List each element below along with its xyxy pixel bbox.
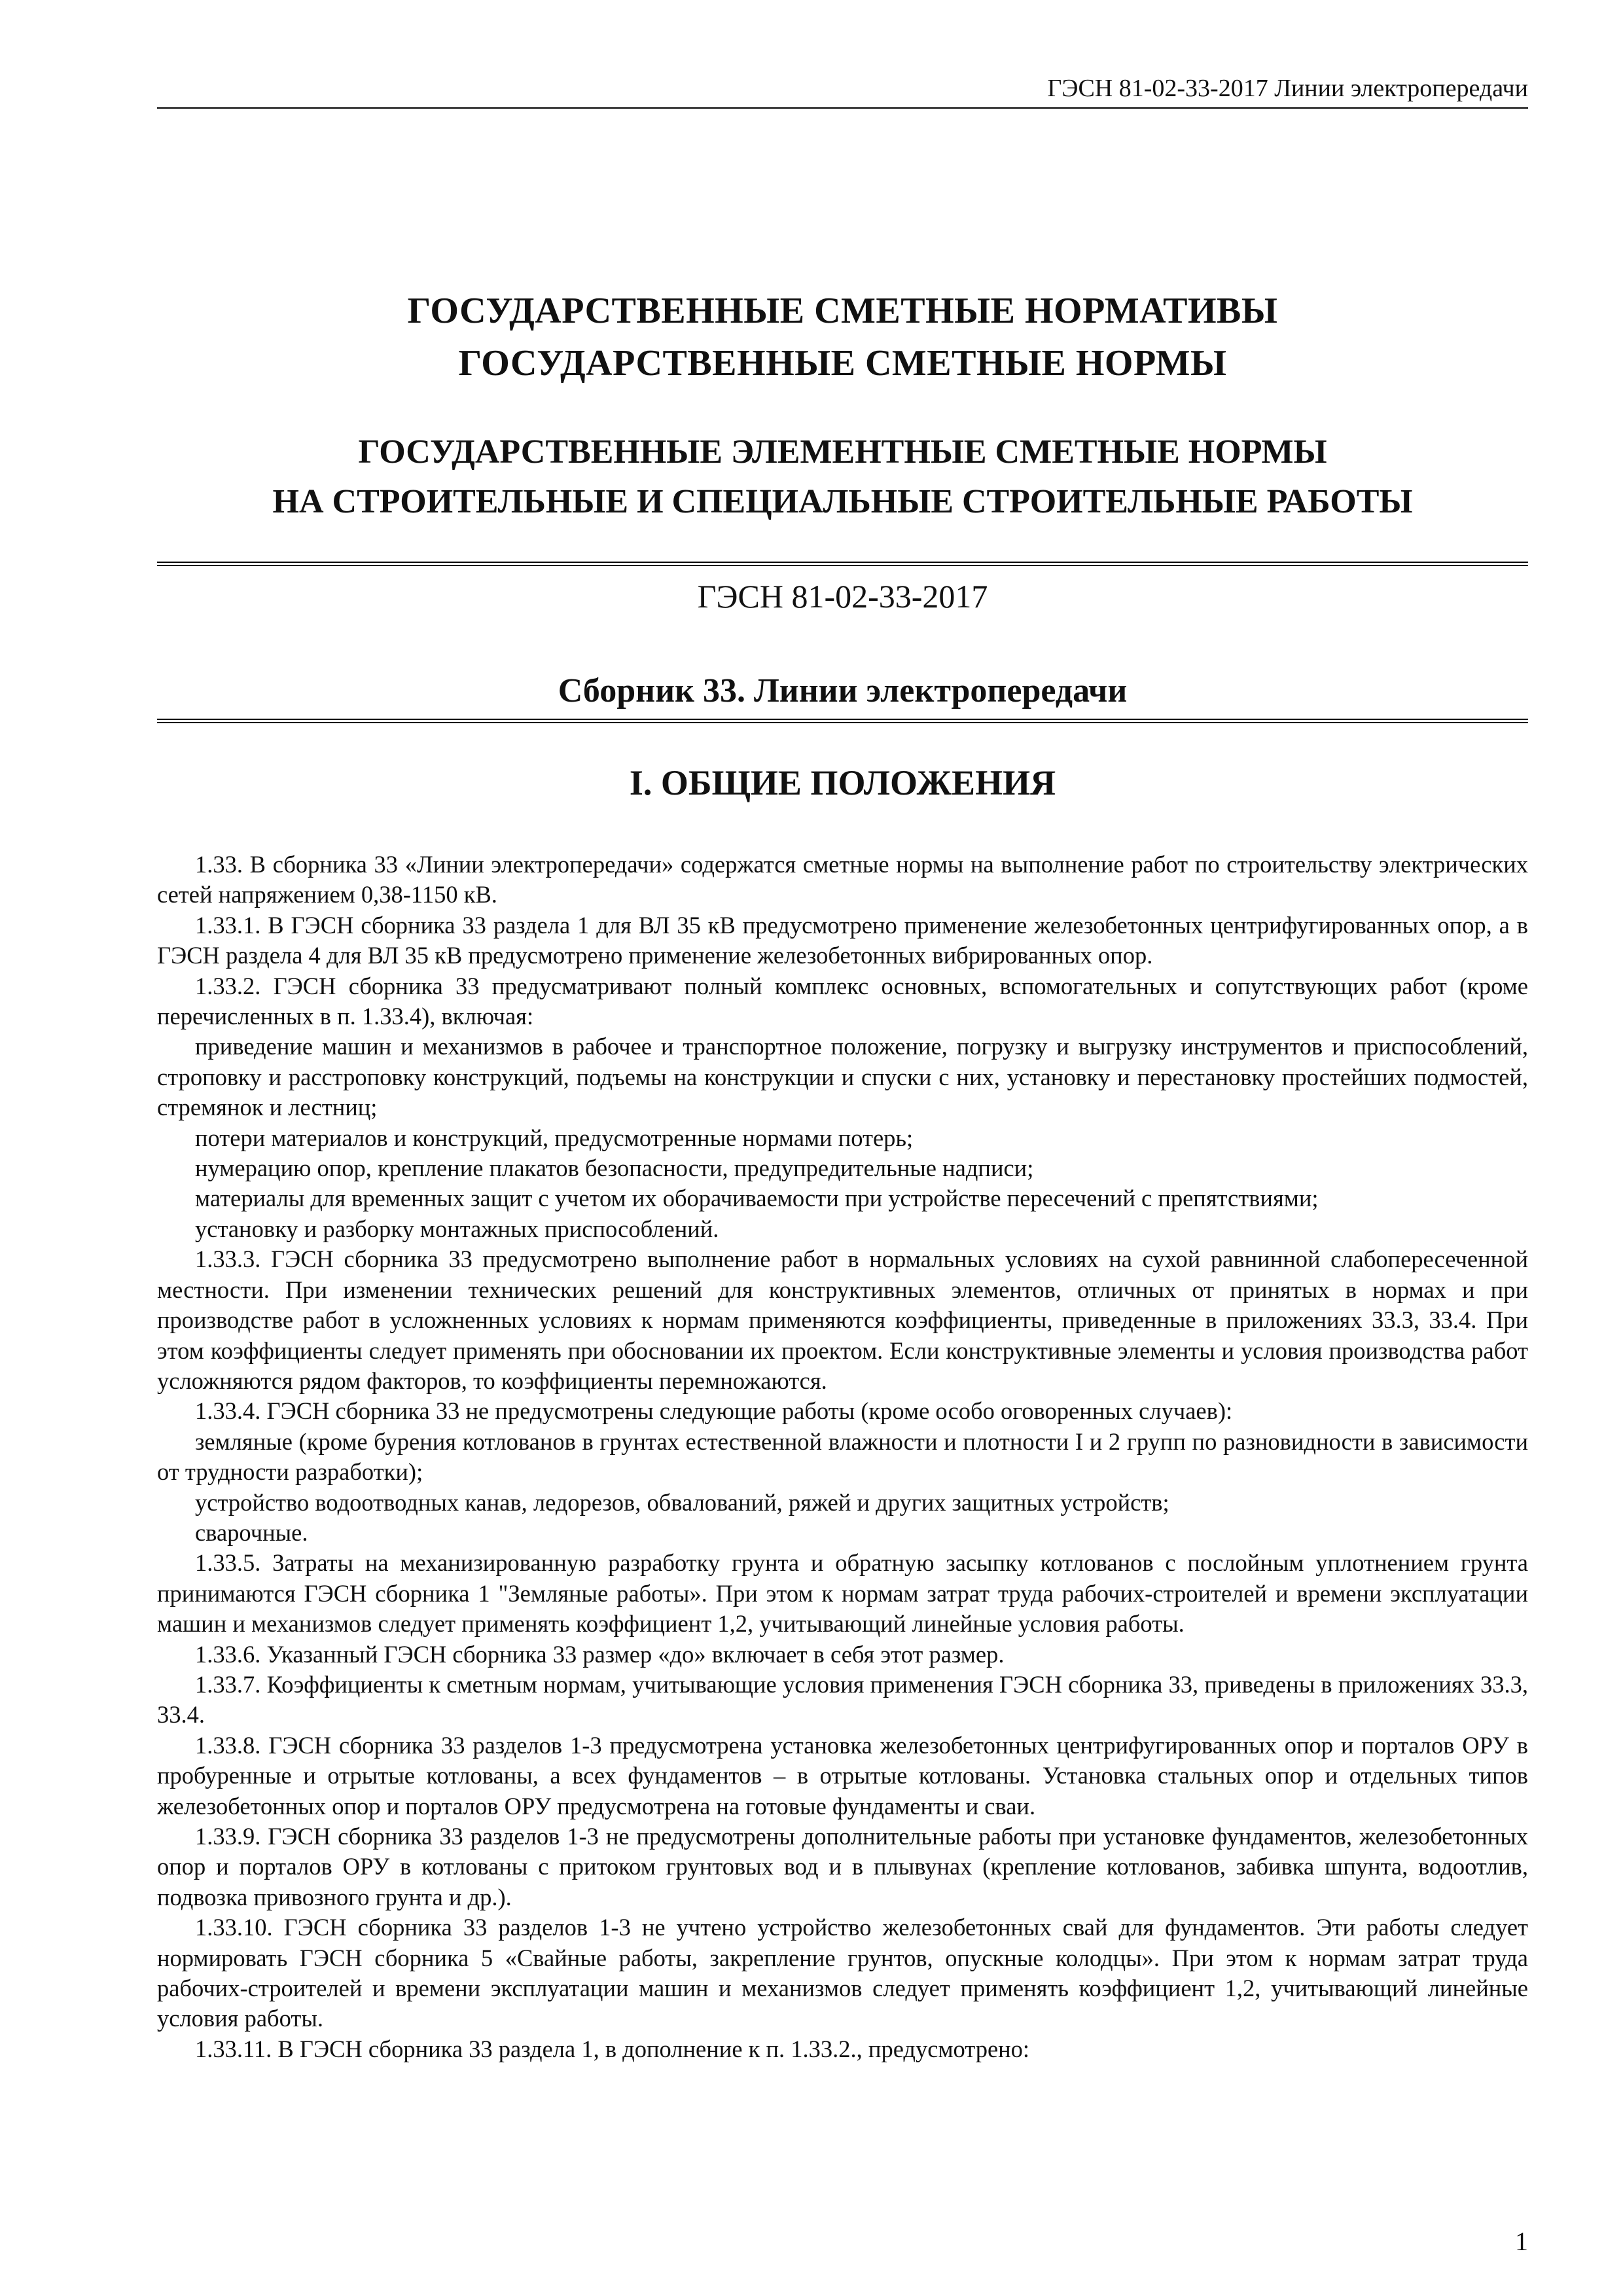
paragraph: устройство водоотводных канав, ледорезов, обвалований, ряжей и других защитных устройств; [195, 1488, 1169, 1516]
paragraph: 1.33.1. В ГЭСН сборника 33 раздела 1 для ВЛ 35 кВ предусмотрено применение железобетонных центрифугированных опор, а в ГЭСН раздела 4 для ВЛ 35 кВ предусмотрено применение железобетонных вибрированных опор. [157, 911, 1528, 969]
subtitle-line-2: НА СТРОИТЕЛЬНЫЕ И СПЕЦИАЛЬНЫЕ СТРОИТЕЛЬНЫЕ РАБОТЫ [272, 483, 1413, 520]
page-number: 1 [1515, 2227, 1528, 2256]
double-rule-bottom [157, 719, 1528, 723]
document-code-band [157, 562, 1528, 627]
paragraph: нумерацию опор, крепление плакатов безопасности, предупредительные надписи; [195, 1155, 1034, 1182]
paragraph: 1.33.2. ГЭСН сборника 33 предусматривают полный комплекс основных, вспомогательных и сопутствующих работ (кроме перечисленных в п. 1.33.4), включая: [157, 972, 1528, 1030]
paragraph: 1.33.6. Указанный ГЭСН сборника 33 размер «до» включает в себя этот размер. [195, 1640, 1005, 1668]
title-block [157, 285, 1528, 527]
paragraph: 1.33.4. ГЭСН сборника 33 не предусмотрены следующие работы (кроме особо оговоренных случаев): [195, 1397, 1233, 1425]
document-code: ГЭСН 81-02-33-2017 [697, 578, 988, 615]
main-title-line-2: ГОСУДАРСТВЕННЫЕ СМЕТНЫЕ НОРМЫ [458, 343, 1227, 384]
paragraph: земляные (кроме бурения котлованов в грунтах естественной влажности и плотности I и 2 групп по разновидности в зависимости от трудности разработки); [157, 1427, 1528, 1486]
paragraph: 1.33.5. Затраты на механизированную разработку грунта и обратную засыпку котлованов с послойным уплотнением грунта принимаются ГЭСН сборника 1 "Земляные работы». При этом к нормам затрат труда рабочих-строителей и времени эксплуатации машин и механизмов следует применять коэффициент 1,2, учитывающий линейные условия работы. [157, 1549, 1528, 1638]
paragraph: материалы для временных защит с учетом их оборачиваемости при устройстве пересечений с препятствиями; [195, 1185, 1319, 1212]
paragraph: 1.33.10. ГЭСН сборника 33 разделов 1-3 не учтено устройство железобетонных свай для фундаментов. Эти работы следует нормировать ГЭСН сборника 5 «Свайные работы, закрепление грунтов, опускные колодцы». При этом к нормам затрат труда рабочих-строителей и времени эксплуатации машин и механизмов следует применять коэффициент 1,2, учитывающий линейные условия работы. [157, 1914, 1528, 2032]
paragraph: 1.33.8. ГЭСН сборника 33 разделов 1-3 предусмотрена установка железобетонных центрифугированных опор и порталов ОРУ в пробуренные и отрытые котлованы, а всех фундаментов – в отрытые котлованы. Установка стальных опор и отдельных типов железобетонных опор и порталов ОРУ предусмотрена на готовые фундаменты и сваи. [157, 1731, 1528, 1820]
subtitle-line-1: ГОСУДАРСТВЕННЫЕ ЭЛЕМЕНТНЫЕ СМЕТНЫЕ НОРМЫ [358, 433, 1327, 471]
paragraph: 1.33. В сборника 33 «Линии электропередачи» содержатся сметные нормы на выполнение работ по строительству электрических сетей напряжением 0,38-1150 кВ. [157, 851, 1528, 908]
paragraph: 1.33.9. ГЭСН сборника 33 разделов 1-3 не предусмотрены дополнительные работы при установке фундаментов, железобетонных опор и порталов ОРУ в котлованы с притоком грунтовых вод и в плывунах (крепление котлованов, забивка шпунта, водоотлив, подвозка привозного грунта и др.). [157, 1823, 1528, 1910]
paragraph: 1.33.11. В ГЭСН сборника 33 раздела 1, в дополнение к п. 1.33.2., предусмотрено: [195, 2035, 1030, 2062]
paragraph: 1.33.7. Коэффициенты к сметным нормам, учитывающие условия применения ГЭСН сборника 33, приведены в приложениях 33.3, 33.4. [157, 1670, 1528, 1729]
paragraph: сварочные. [195, 1518, 308, 1546]
paragraph: приведение машин и механизмов в рабочее и транспортное положение, погрузку и выгрузку инструментов и приспособлений, строповку и расстроповку конструкций, подъемы на конструкции и спуски с них, установку и перестановку простейших подмостей, стремянок и лестниц; [157, 1033, 1528, 1121]
paragraph: 1.33.3. ГЭСН сборника 33 предусмотрено выполнение работ в нормальных условиях на сухой равнинной слабопересеченной местности. При изменении технических решений для конструктивных элементов, отличных от принятых в нормах и при производстве работ в усложненных условиях к нормам применяются коэффициенты, приведенные в приложениях 33.3, 33.4. При этом коэффициенты следует применять при обосновании их проектом. Если конструктивные элементы и условия производства работ усложняются рядом факторов, то коэффициенты перемножаются. [157, 1246, 1528, 1394]
double-rule-top [157, 562, 1528, 566]
main-title-line-1: ГОСУДАРСТВЕННЫЕ СМЕТНЫЕ НОРМАТИВЫ [407, 291, 1278, 331]
running-header: ГЭСН 81-02-33-2017 Линии электропередачи [157, 72, 1528, 109]
body-text [157, 850, 1528, 2064]
collection-heading [157, 668, 1528, 723]
collection-title: Сборник 33. Линии электропередачи [558, 672, 1128, 709]
paragraph: установку и разборку монтажных приспособлений. [195, 1215, 719, 1242]
paragraph: потери материалов и конструкций, предусмотренные нормами потерь; [195, 1124, 914, 1151]
section-title: I. ОБЩИЕ ПОЛОЖЕНИЯ [629, 763, 1056, 802]
